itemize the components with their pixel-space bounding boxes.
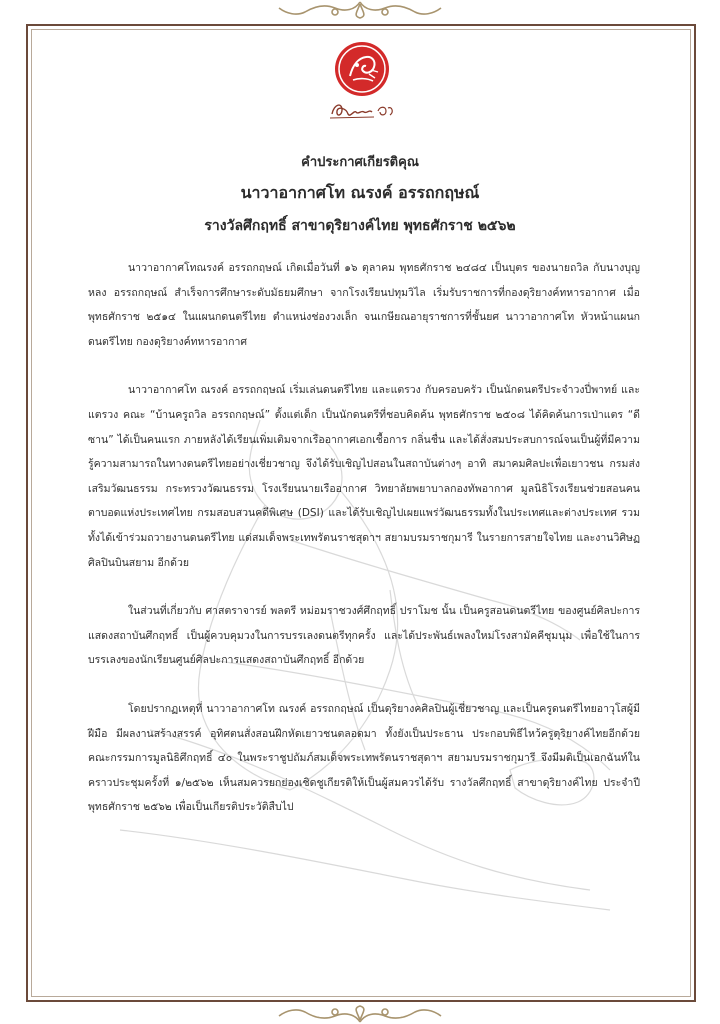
- paragraph-biography: นาวาอากาศโทณรงค์ อรรถกฤษณ์ เกิดเมื่อวันที่ ๑๖ ตุลาคม พุทธศักราช ๒๔๘๔ เป็นบุตร ของนายถวิล กับนางบุญหลง อรรถกฤษณ์ สำเร็จการศึกษาระดับมัธยมศึกษา จากโรงเรียนปทุมวิไล เริ่มรับราชการที่กองดุริยางค์ทหารอากาศ เมื่อ พุทธศักราช ๒๕๑๔ ในแผนกดนตรีไทย ตำแหน่งช่องวงเล็ก จนเกษียณอายุราชการที่ชั้นยศ นาวาอากาศโท หัวหน้าแผนกดนตรีไทย กองดุริยางค์ทหารอากาศ: [88, 262, 640, 348]
- citation-body: [88, 256, 640, 820]
- announcement-label: คำประกาศเกียรติคุณ: [301, 155, 419, 170]
- paragraph-kukrit-institute: ในส่วนที่เกี่ยวกับ ศาสตราจารย์ พลตรี หม่อมราชวงศ์ศึกฤทธิ์ ปราโมช นั้น เป็นครูสอนดนตรีไทย ของศูนย์ศิลปะการแสดงสถาบันศึกฤทธิ์ เป็นผู้ควบคุมวงในการบรรเลงดนตรีทุกครั้ง และได้ประพันธ์เพลงใหม่โรงสามัคคีชุมนุม เพื่อใช้ในการบรรเลงของนักเรียนศูนย์ศิลปะการแสดงสถาบันศึกฤทธิ์ อีกด้วย: [88, 605, 640, 667]
- award-title: รางวัลศึกฤทธิ์ สาขาดุริยางค์ไทย พุทธศักราช ๒๕๖๒: [204, 218, 516, 234]
- red-royal-seal-icon: [333, 40, 391, 98]
- paragraph-career: นาวาอากาศโท ณรงค์ อรรถกฤษณ์ เริ่มเล่นดนตรีไทย และแตรวง กับครอบครัว เป็นนักดนตรีประจำวงปี่พาทย์ และแตรวง คณะ “บ้านครูถวิล อรรถกฤษณ์” ตั้งแต่เด็ก เป็นนักดนตรีที่ชอบคิดค้น พุทธศักราช ๒๕๐๘ ได้คิดค้นการเป่าแตร “ดีซาน” ได้เป็นคนแรก ภายหลังได้เรียนเพิ่มเติมจากเรืออากาศเอกเชื้อการ กลิ่นชื่น และได้สั่งสมประสบการณ์จนเป็นผู้ที่มีความรู้ความสามารถในทางดนตรีไทยอย่างเชี่ยวชาญ จึงได้รับเชิญไปสอนในสถาบันต่างๆ อาทิ สมาคมศิลปะเพื่อเยาวชน กรมส่งเสริมวัฒนธรรม กระทรวงวัฒนธรรม โรงเรียนนายเรืออากาศ วิทยาลัยพยาบาลกองทัพอากาศ มูลนิธิโรงเรียนช่วยสอนคนตาบอดแห่งประเทศไทย กรมสอบสวนคดีพิเศษ (DSI) และได้รับเชิญไปเผยแพร่วัฒนธรรมทั้งในประเทศและต่างประเทศ รวมทั้งได้เข้าร่วมถวายงานดนตรีไทย แด่สมเด็จพระเทพรัตนราชสุดาฯ สยามบรมราชกุมารี ในรายการสายใจไทย และงานวิศิษฏศิลปินบินสยาม อีกด้วย: [88, 384, 640, 569]
- signature-icon: [328, 98, 396, 122]
- bottom-floral-ornament-icon: [275, 1004, 445, 1024]
- honoree-name: นาวาอากาศโท ณรงค์ อรรถกฤษณ์: [240, 183, 480, 202]
- paragraph-award-resolution: โดยปรากฏเหตุที่ นาวาอากาศโท ณรงค์ อรรถกฤษณ์ เป็นดุริยางคศิลปินผู้เชี่ยวชาญ และเป็นครูดนตรีไทยอาวุโสผู้มีฝีมือ มีผลงานสร้างสรรค์ อุทิศตนสั่งสอนฝึกหัดเยาวชนตลอดมา ทั้งยังเป็นประธาน ประกอบพิธีไหว้ครูดุริยางค์ไทยอีกด้วย คณะกรรมการมูลนิธิศึกฤทธิ์ ๔๐ ในพระราชูปถัมภ์สมเด็จพระเทพรัตนราชสุดาฯ สยามบรมราชกุมารี จึงมีมติเป็นเอกฉันท์ในคราวประชุมครั้งที่ ๑/๒๕๖๒ เห็นสมควรยกย่องเชิดชูเกียรติให้เป็นผู้สมควรได้รับ รางวัลศึกฤทธิ์ สาขาดุริยางค์ไทย ประจำปีพุทธศักราช ๒๕๖๒ เพื่อเป็นเกียรติประวัติสืบไป: [88, 702, 640, 814]
- top-floral-ornament-icon: [275, 0, 445, 20]
